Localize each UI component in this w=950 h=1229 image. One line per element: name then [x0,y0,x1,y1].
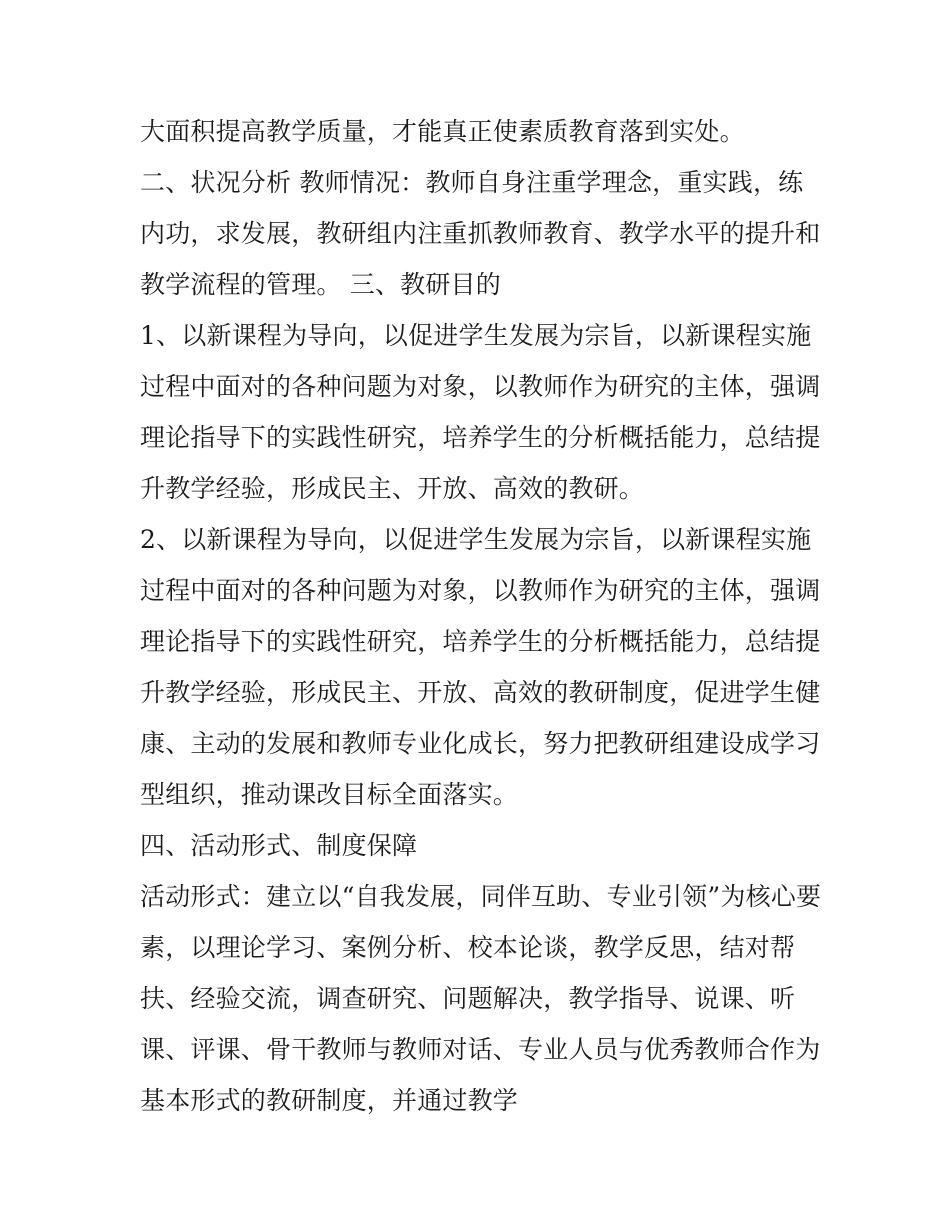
text-line-9: 2、以新课程为导向，以促进学生发展为宗旨，以新课程实施 [140,525,812,554]
text-line-11: 理论指导下的实践性研究，培养学生的分析概括能力，总结提 [140,627,821,656]
text-line-13: 康、主动的发展和教师专业化成长，努力把教研组建设成学习 [140,729,821,758]
text-line-12: 升教学经验，形成民主、开放、高效的教研制度，促进学生健 [140,678,821,707]
text-line-7: 理论指导下的实践性研究，培养学生的分析概括能力，总结提 [140,423,821,452]
text-line-17: 素，以理论学习、案例分析、校本论谈，教学反思，结对帮 [140,933,796,962]
text-line-3: 内功，求发展，教研组内注重抓教师教育、教学水平的提升和 [140,219,821,248]
text-line-19: 课、评课、骨干教师与教师对话、专业人员与优秀教师合作为 [140,1035,821,1064]
text-line-8: 升教学经验，形成民主、开放、高效的教研。 [140,474,645,503]
text-line-15: 四、活动形式、制度保障 [140,831,418,860]
text-line-16: 活动形式：建立以“自我发展，同伴互助、专业引领”为核心要 [140,882,822,911]
text-line-10: 过程中面对的各种问题为对象，以教师作为研究的主体，强调 [140,576,821,605]
text-line-4: 教学流程的管理。 三、教研目的 [140,270,501,299]
text-line-5: 1、以新课程为导向，以促进学生发展为宗旨，以新课程实施 [140,321,812,350]
text-line-2: 二、状况分析 教师情况：教师自身注重学理念，重实践，练 [140,168,804,197]
document-body [140,106,830,1126]
text-line-18: 扶、经验交流，调查研究、问题解决，教学指导、说课、听 [140,984,796,1013]
text-line-20: 基本形式的教研制度，并通过教学 [140,1086,519,1115]
text-line-14: 型组织，推动课改目标全面落实。 [140,780,519,809]
text-line-1: 大面积提高教学质量，才能真正使素质教育落到实处。 [140,117,745,146]
text-line-6: 过程中面对的各种问题为对象，以教师作为研究的主体，强调 [140,372,821,401]
